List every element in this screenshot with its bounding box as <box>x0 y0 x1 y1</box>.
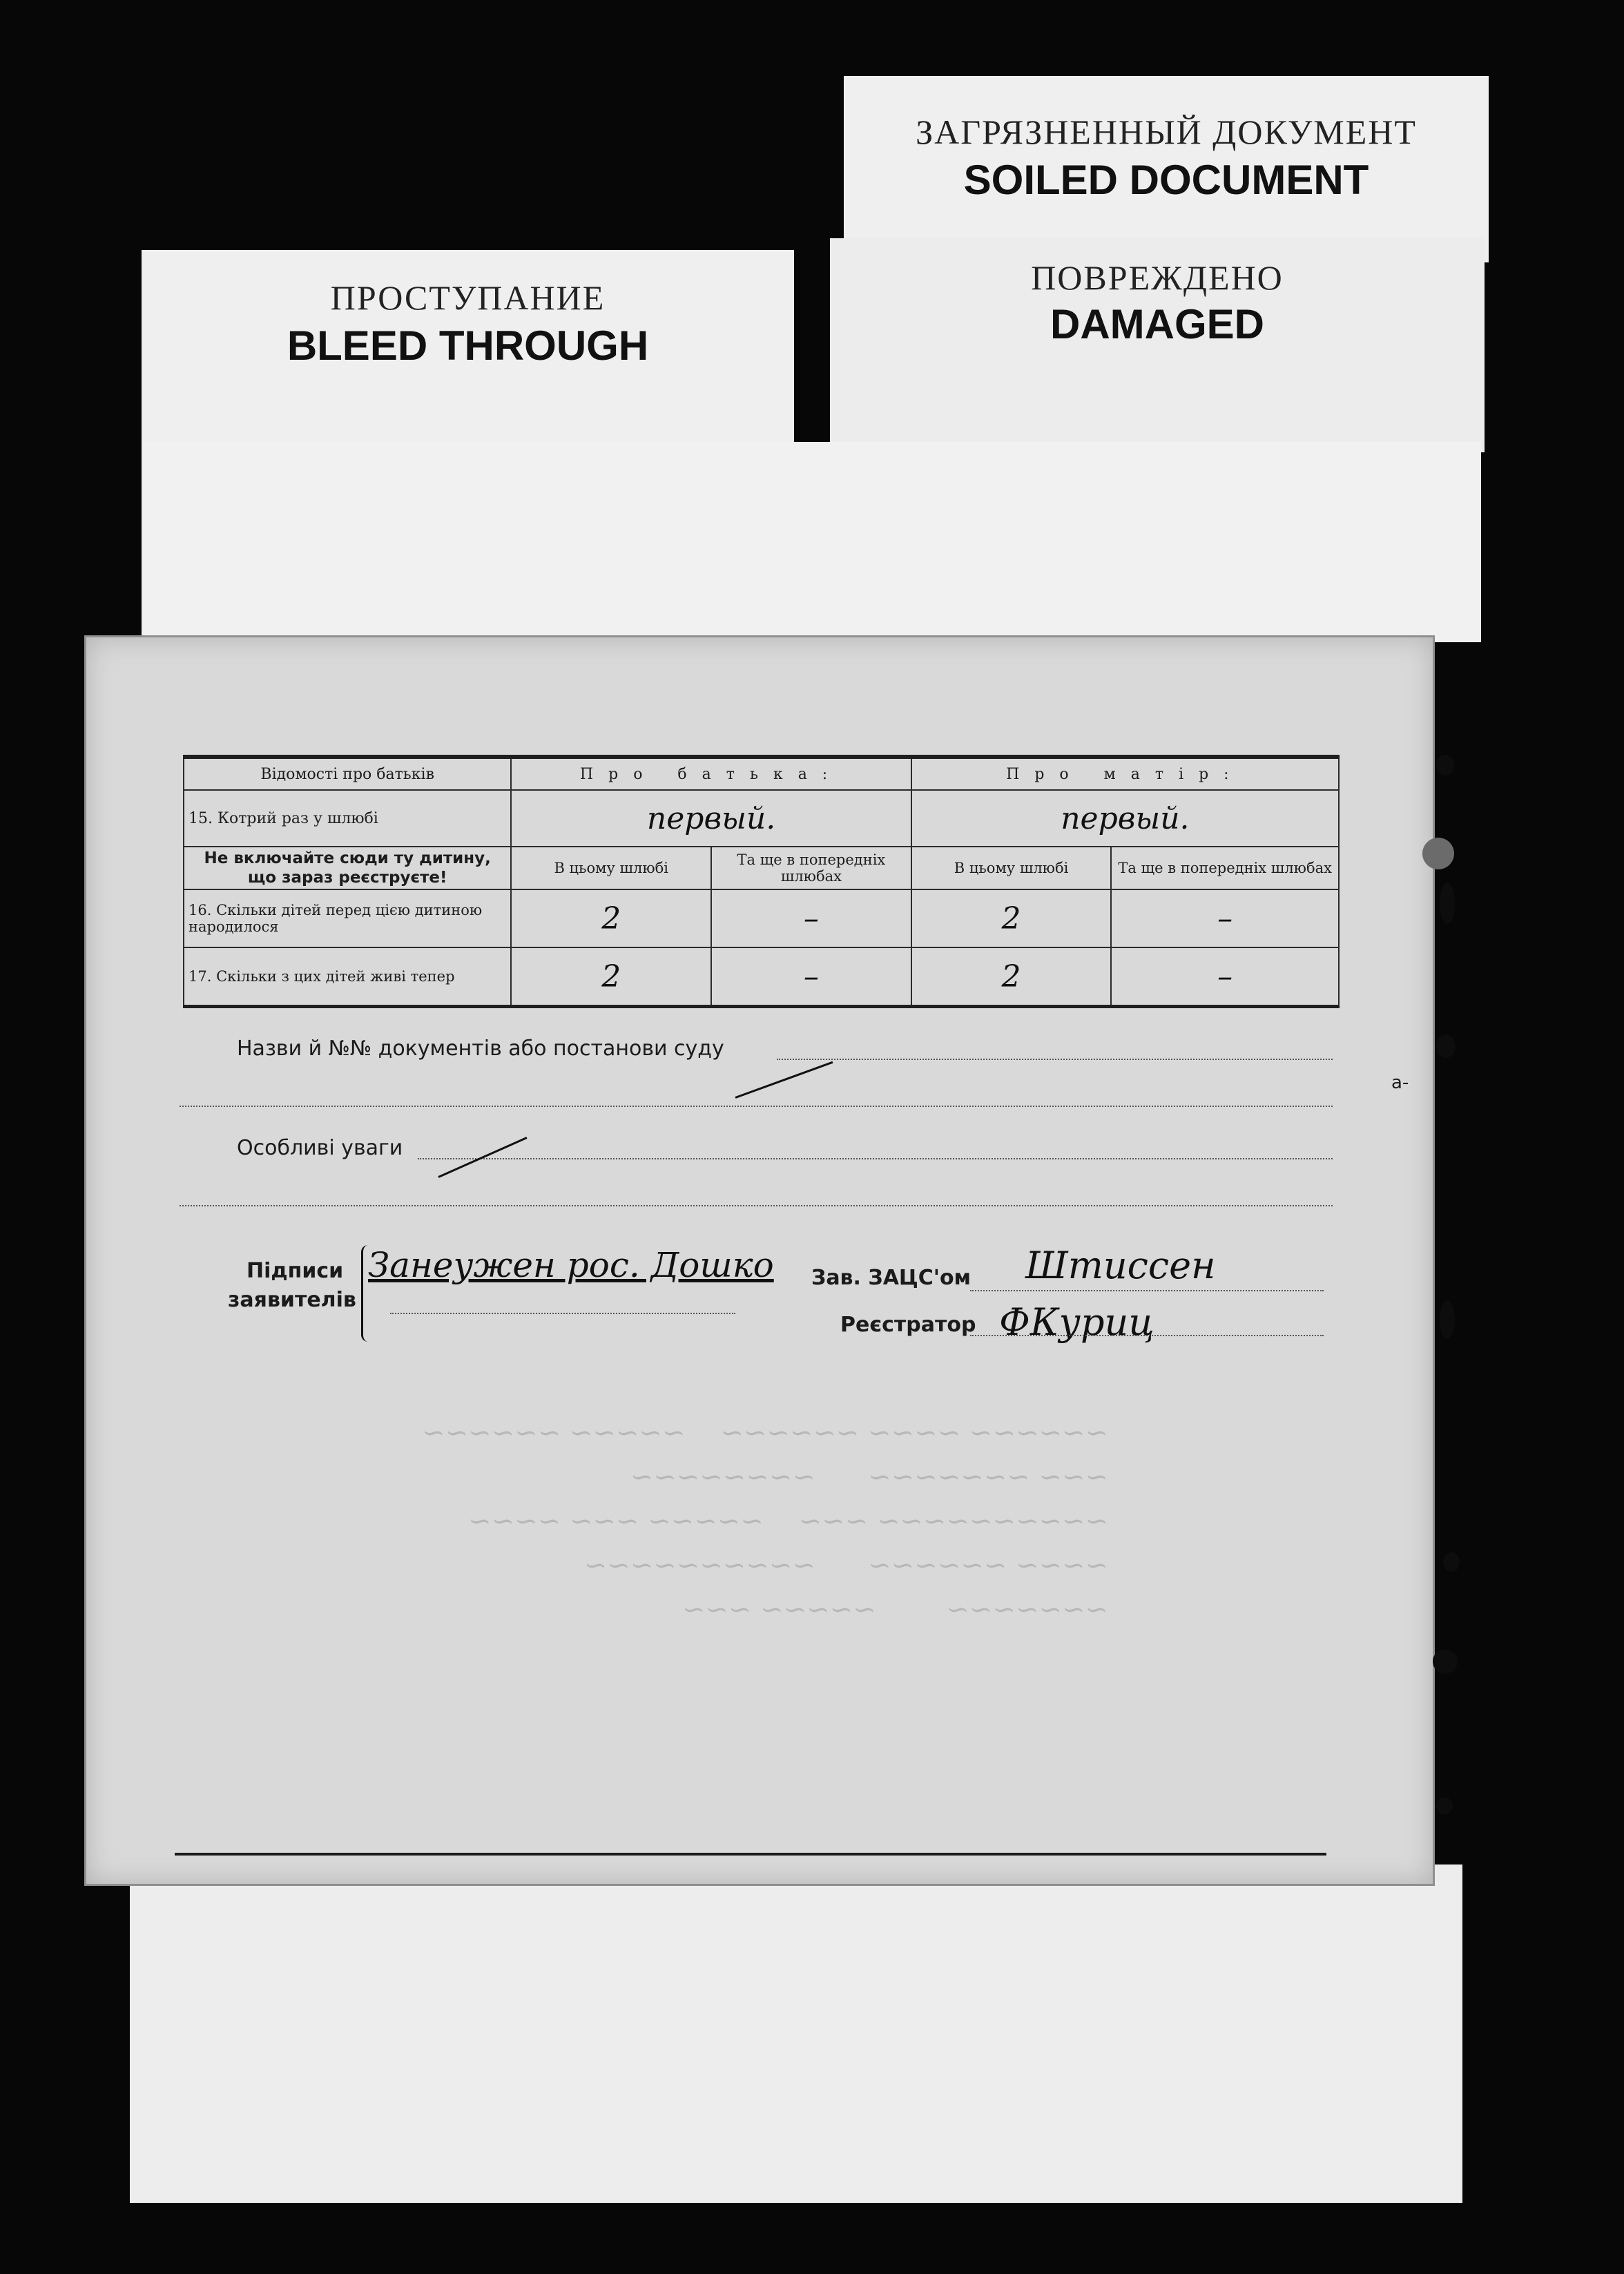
head-of-registry-signature: Штиссен <box>1025 1244 1216 1287</box>
row16-father-prev: – <box>711 889 911 947</box>
row17-father-this: 2 <box>511 947 711 1007</box>
row16-mother-prev: – <box>1111 889 1339 947</box>
punch-hole <box>1436 755 1454 775</box>
punch-hole <box>1422 838 1454 869</box>
bottom-rule <box>175 1853 1326 1856</box>
row17-mother-this: 2 <box>911 947 1112 1007</box>
remarks-line-1 <box>418 1158 1333 1159</box>
mother-previous-header: Та ще в попередніх шлюбах <box>1111 847 1339 889</box>
row16-father-this: 2 <box>511 889 711 947</box>
registrar-label: Реєстратор <box>840 1313 976 1337</box>
row17-father-prev: – <box>711 947 911 1007</box>
punch-hole <box>1443 1552 1460 1572</box>
damaged-label <box>830 238 1485 452</box>
header-mother: Про матір: <box>911 757 1339 790</box>
exclude-child-note: Не включайте сюди ту дитину, що зараз реєструєте! <box>184 847 511 889</box>
row16-label: 16. Скільки дітей перед цією дитиною народилося <box>184 889 511 947</box>
signatures-label-2: заявителів <box>228 1288 356 1312</box>
documents-label: Назви й №№ документів або постанови суду <box>237 1037 724 1061</box>
head-of-registry-label: Зав. ЗАЦС'ом <box>811 1266 972 1290</box>
bleed-through-label <box>142 250 794 457</box>
table-subheader-row <box>184 847 1339 889</box>
father-previous-header: Та ще в попередніх шлюбах <box>711 847 911 889</box>
documents-line-2 <box>180 1106 1333 1107</box>
documents-line-1 <box>777 1059 1333 1060</box>
table-row-15 <box>184 790 1339 847</box>
header-parents-info: Відомості про батьків <box>184 757 511 790</box>
soiled-label-en: SOILED DOCUMENT <box>963 157 1369 203</box>
row15-mother-value: первый. <box>911 790 1339 847</box>
row16-mother-this: 2 <box>911 889 1112 947</box>
punch-hole <box>1440 883 1455 924</box>
registrar-signature-line <box>970 1335 1324 1336</box>
bleed-through-ghost: ~~~~~~ ~~~~ ~~~~~~ ~~~~~ ~~~~~~ ~~~ ~~~~~~~ ~~~~~~~~ ~~~~~~~~~~ ~~~ ~~~~~ ~~~ ~~~~ ~~~~ ~~~~~~ ~~~~~~~~~~ ~~~~~~~ ~~~~~ ~~~ <box>422 1417 1108 1626</box>
backing-sheet <box>142 442 1481 642</box>
table-row-17 <box>184 947 1339 1007</box>
documents-dash-mark <box>735 1061 833 1099</box>
applicant-signature: Занеужен рос. Дошко <box>368 1245 774 1285</box>
bleed-label-ru: ПРОСТУПАНИЕ <box>330 278 606 317</box>
punch-hole <box>1433 1649 1458 1674</box>
row17-mother-prev: – <box>1111 947 1339 1007</box>
parents-info-table <box>183 755 1340 1008</box>
table-header-row <box>184 757 1339 790</box>
mother-this-marriage-header: В цьому шлюбі <box>911 847 1112 889</box>
father-this-marriage-header: В цьому шлюбі <box>511 847 711 889</box>
registrar-signature: ФКуриц <box>999 1300 1154 1344</box>
table-row-16 <box>184 889 1339 947</box>
row15-father-value: первый. <box>511 790 911 847</box>
remarks-label: Особливі уваги <box>237 1136 403 1160</box>
soiled-label-ru: ЗАГРЯЗНЕННЫЙ ДОКУМЕНТ <box>916 113 1417 151</box>
punch-hole <box>1436 1798 1453 1814</box>
header-father: Про батька: <box>511 757 911 790</box>
row17-label: 17. Скільки з цих дітей живі тепер <box>184 947 511 1007</box>
damaged-label-ru: ПОВРЕЖДЕНО <box>1031 258 1284 297</box>
form-sheet <box>84 635 1435 1886</box>
margin-fragment: а- <box>1391 1072 1409 1093</box>
punch-hole <box>1436 1034 1456 1058</box>
row15-label: 15. Котрий раз у шлюбі <box>184 790 511 847</box>
soiled-document-label <box>844 76 1489 262</box>
applicant-signature-line-2 <box>390 1313 735 1314</box>
bleed-label-en: BLEED THROUGH <box>287 322 649 369</box>
backing-sheet-bottom <box>130 1865 1462 2203</box>
head-signature-line <box>970 1290 1324 1291</box>
damaged-label-en: DAMAGED <box>1050 301 1264 347</box>
punch-hole <box>1440 1300 1455 1339</box>
signatures-label-1: Підписи <box>246 1259 344 1283</box>
remarks-line-2 <box>180 1205 1333 1206</box>
